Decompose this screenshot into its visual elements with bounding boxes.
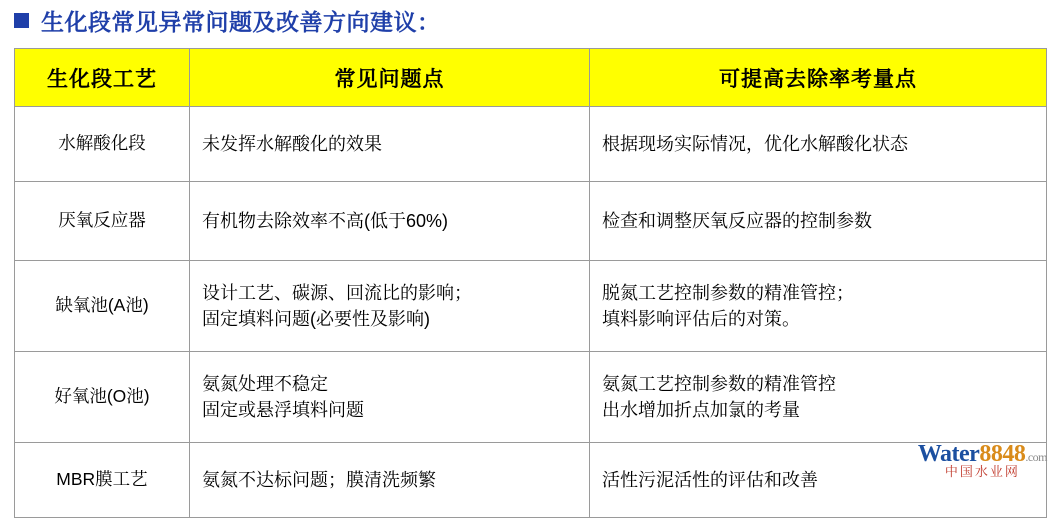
page-title-text: 生化段常见异常问题及改善方向建议： [41,9,441,35]
cell-improvements [590,352,1047,443]
cell-problems [190,352,590,443]
cell-text-line: 检查和调整厌氧反应器的控制参数 [602,210,872,231]
watermark-subtitle: 中国水业网 [944,464,1020,480]
column-header-improvements: 可提高去除率考量点 [590,49,1047,107]
cell-problems [190,107,590,182]
cell-text-line: 活性污泥活性的评估和改善 [602,469,818,490]
cell-text-line: 氨氮工艺控制参数的精准管控 [602,373,836,394]
cell-text-line: 有机物去除效率不高(低于60%) [202,210,449,231]
cell-text-line: 填料影响评估后的对策。 [602,309,800,329]
watermark-brand-suffix: .com [1025,450,1047,465]
cell-text-line: 固定填料问题(必要性及影响) [202,309,430,329]
cell-text-line: 脱氮工艺控制参数的精准管控； [602,282,854,303]
cell-problems [190,182,590,261]
cell-text-line: 固定或悬浮填料问题 [202,400,364,420]
cell-process: MBR膜工艺 [15,443,190,518]
table-row [15,107,1047,182]
column-header-problems: 常见问题点 [190,49,590,107]
cell-text-line: 出水增加折点加氯的考量 [602,400,800,420]
cell-problems [190,261,590,352]
table-header-row [15,49,1047,107]
column-header-process: 生化段工艺 [15,49,190,107]
cell-improvements [590,107,1047,182]
watermark-logo [918,442,1047,479]
cell-problems [190,443,590,518]
table-row [15,261,1047,352]
cell-process: 缺氧池(A池) [15,261,190,352]
page-title [14,4,441,37]
table-body [15,107,1047,518]
table-row [15,443,1047,518]
table-header [15,49,1047,107]
issues-table [14,48,1047,518]
issues-table-wrapper [14,48,1046,518]
cell-process: 水解酸化段 [15,107,190,182]
table-row [15,352,1047,443]
cell-improvements [590,261,1047,352]
cell-improvements [590,182,1047,261]
cell-text-line: 氨氮处理不稳定 [202,373,328,394]
square-bullet-icon [14,13,29,28]
cell-process: 好氧池(O池) [15,352,190,443]
cell-text-line: 未发挥水解酸化的效果 [202,133,382,154]
cell-text-line: 氨氮不达标问题；膜清洗频繁 [202,469,436,490]
watermark-brand-name: Water [917,441,980,468]
watermark-brand-number: 8848 [979,441,1026,468]
table-row [15,182,1047,261]
cell-process: 厌氧反应器 [15,182,190,261]
cell-text-line: 根据现场实际情况，优化水解酸化状态 [602,133,908,154]
cell-text-line: 设计工艺、碳源、回流比的影响； [202,282,472,303]
